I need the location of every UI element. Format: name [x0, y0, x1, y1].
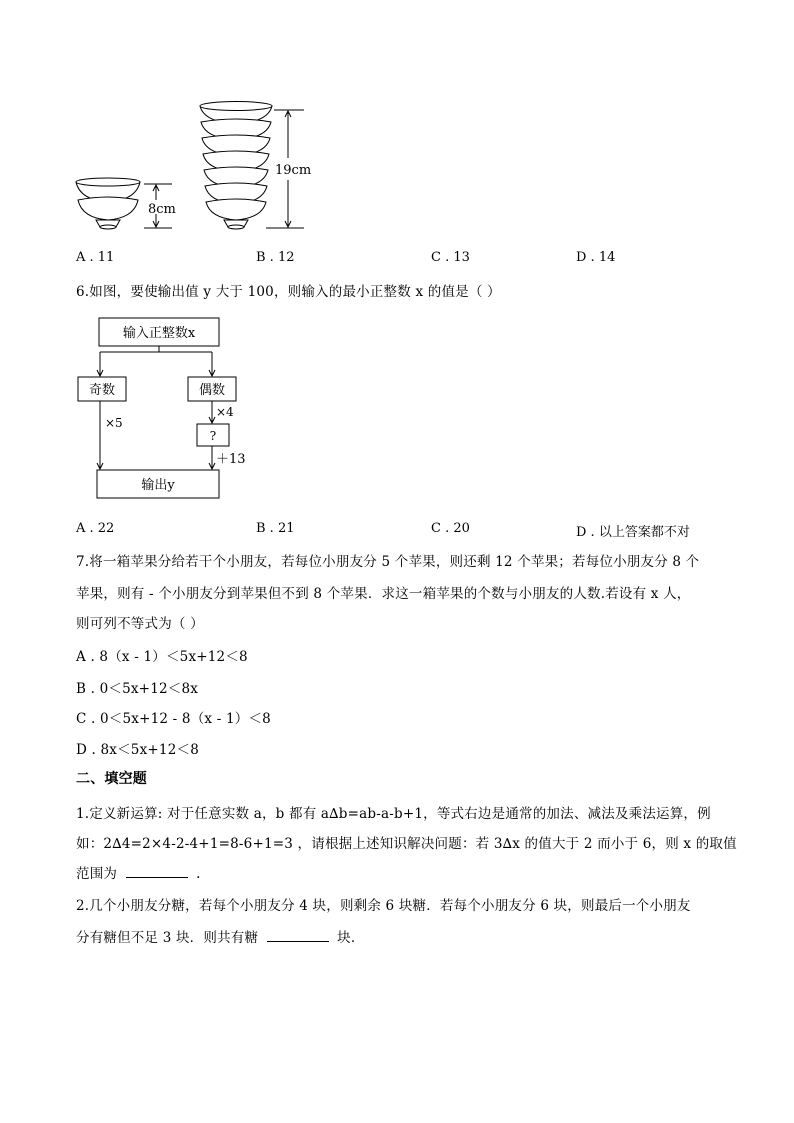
- q6-option-b[interactable]: B . 21: [256, 521, 295, 536]
- flow-input-label: 输入正整数x: [122, 326, 196, 341]
- q7-stem-line1: 7.将一箱苹果分给若干个小朋友，若每位小朋友分 5 个苹果，则还剩 12 个苹果；若每位小朋友分 8 个: [76, 554, 700, 570]
- q6-option-d[interactable]: D . 以上答案都不对: [576, 525, 690, 540]
- q5-option-c[interactable]: C . 13: [431, 250, 470, 265]
- q6-flowchart: [74, 314, 264, 504]
- fill2-line1: 2.几个小朋友分糖，若每个小朋友分 4 块，则剩余 6 块糖．若每个小朋友分 6 块，则最后一个小朋友: [76, 898, 691, 914]
- q6-option-a[interactable]: A . 22: [76, 521, 115, 536]
- small-height-label: 8cm: [148, 202, 176, 217]
- fill1-line3: [76, 862, 201, 882]
- fill2-suffix: 块．: [337, 930, 365, 946]
- flow-times4-label: ×4: [216, 405, 234, 419]
- fill2-prefix: 分有糖但不足 3 块．则共有糖: [76, 930, 259, 946]
- q7-stem-line3: 则可列不等式为（ ）: [76, 616, 204, 632]
- q6-option-c[interactable]: C . 20: [431, 521, 470, 536]
- small-bowl-stack: [76, 178, 140, 229]
- q5-option-d[interactable]: D . 14: [576, 250, 616, 265]
- q7-option-d[interactable]: D . 8x＜5x+12＜8: [76, 742, 199, 758]
- flow-even-label: 偶数: [198, 383, 226, 398]
- flow-odd-label: 奇数: [88, 383, 116, 398]
- fill1-answer-blank[interactable]: [126, 865, 188, 878]
- fill2-line2: [76, 926, 365, 946]
- flow-connectors: [97, 346, 215, 469]
- q7-option-a[interactable]: A . 8（x - 1）＜5x+12＜8: [76, 649, 248, 665]
- flow-plus13-label: ＋13: [216, 452, 246, 467]
- q5-option-b[interactable]: B . 12: [256, 250, 295, 265]
- tall-bowl-stack: [200, 102, 272, 230]
- fill1-line2: 如：2∆4=2×4-2-4+1=8-6+1=3 ，请根据上述知识解决问题：若 3∆x 的值大于 2 而小于 6，则 x 的取值: [76, 836, 737, 852]
- fill1-suffix: .: [196, 866, 201, 882]
- q7-option-b[interactable]: B . 0＜5x+12＜8x: [76, 681, 199, 697]
- q7-option-c[interactable]: C . 0＜5x+12 - 8（x - 1）＜8: [76, 711, 271, 727]
- section-heading: 二、填空题: [76, 771, 147, 787]
- q6-stem: 6.如图，要使输出值 y 大于 100，则输入的最小正整数 x 的值是（ ）: [76, 284, 501, 300]
- fill2-answer-blank[interactable]: [267, 929, 329, 942]
- tall-height-label: 19cm: [275, 163, 312, 178]
- flow-question-label: ?: [209, 429, 217, 443]
- flow-times5-label: ×5: [105, 416, 123, 430]
- fill1-prefix: 范围为: [76, 866, 118, 882]
- q5-option-a[interactable]: A . 11: [76, 250, 115, 265]
- flow-output-label: 输出y: [141, 478, 175, 493]
- fill1-line1: 1.定义新运算: 对于任意实数 a，b 都有 a∆b=ab-a-b+1，等式右边是通常的加法、减法及乘法运算，例: [76, 806, 711, 822]
- bowls-figure: [70, 96, 330, 236]
- q7-stem-line2: 苹果，则有 - 个小朋友分到苹果但不到 8 个苹果．求这一箱苹果的个数与小朋友的人数.若设有 x 人，: [76, 586, 691, 602]
